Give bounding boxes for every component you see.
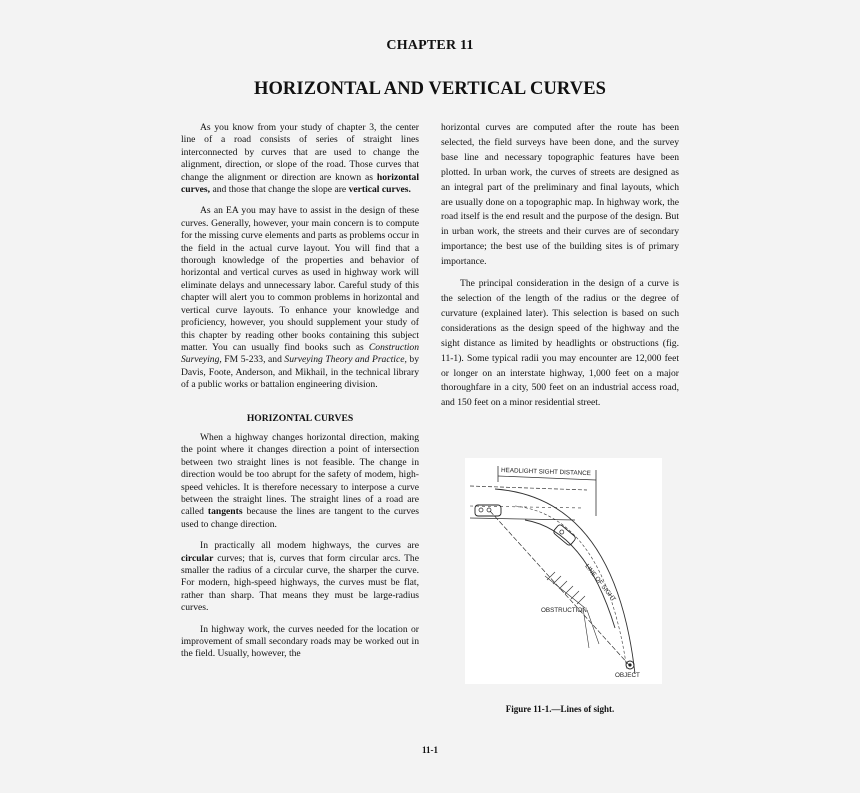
obstruction-hatching xyxy=(545,572,585,608)
text-run: As you know from your study of chapter 3, the center line of a road consists of series of straight lines interconnected by curves that are used to change the alignment, direction, or slope of the road. Those curves that change the alignment or direction are known as xyxy=(181,122,419,183)
text-run: and those that change the slope are xyxy=(210,184,349,196)
page-title: HORIZONTAL AND VERTICAL CURVES xyxy=(253,79,607,99)
paragraph: In highway work, the curves needed for the location or improvement of small secondary roads may be worked out in the field. Usually, however, the xyxy=(181,623,419,660)
left-column xyxy=(181,122,419,670)
text-run: by Davis, Foote, Anderson, and Mikhail, in the technical library of a public works or battalion engineering division. xyxy=(181,354,419,391)
paragraph xyxy=(181,540,419,614)
paragraph xyxy=(181,432,419,531)
line-of-sight-label: LINE OF SIGHT xyxy=(583,562,617,604)
paragraph: horizontal curves are computed after the route has been selected, the field surveys have been done, and the survey base line and necessary topographic features have been plotted. In urban work, the curves of streets are designed as an integral part of the preliminary and final layouts, which are usually done on a topographic map. In highway work, the road itself is the end result and the purpose of the design. But in urban work, the streets and their curves are of secondary importance; the best use of the building sites is of primary importance. xyxy=(441,122,679,268)
chapter-heading: CHAPTER 11 xyxy=(386,38,474,53)
object-label: OBJECT xyxy=(615,672,640,679)
right-column xyxy=(441,121,679,418)
text-run: When a highway changes horizontal direction, making the point where it changes direction a point of intersection between two straight lines is not feasible. The change in direction would be too abrupt for the safety of modem, high-speed vehicles. It is therefore necessary to interpose a curve between the straight lines. The straight lines of a road are called xyxy=(181,431,419,518)
section-heading: HORIZONTAL CURVES xyxy=(246,412,354,424)
book-title: Surveying Theory and Practice, xyxy=(284,354,407,366)
car-on-curve-icon xyxy=(553,524,577,547)
text-run: because the lines are tangent to the curves used to change direction. xyxy=(181,506,419,530)
page-number: 11-1 xyxy=(421,745,438,755)
bold-term: tangents xyxy=(207,506,243,518)
figure-caption: Figure 11-1.—Lines of sight. xyxy=(505,704,615,714)
text-run: FM 5-233, and xyxy=(221,354,285,366)
text-run: curves; that is, curves that form circular arcs. The smaller the radius of a circular curve, the sharper the curve. For modern, high-speed highways, the curves must be flat, rather than sharp. That means they must be large-radius curves. xyxy=(181,552,419,614)
figure-drawing xyxy=(465,458,662,684)
obstruction-label: OBSTRUCTION xyxy=(541,607,587,614)
text-run: In practically all modem highways, the curves are xyxy=(200,540,419,552)
figure-lines-of-sight xyxy=(465,458,662,684)
paragraph xyxy=(181,205,419,391)
paragraph: The principal consideration in the design of a curve is the selection of the length of the radius or the degree of curvature (explained later). This selection is based on such considerations as the design speed of the highway and the sight distance as limited by headlights or obstructions (fig. 11-1). Some typical radii you may encounter are 12,000 feet or longer on an interstate highway, 1,000 feet on a major thoroughfare in a city, 500 feet on an industrial access road, and 150 feet on a minor residential street. xyxy=(441,278,679,409)
bold-term: vertical curves. xyxy=(348,184,411,196)
bold-term: horizontal curves, xyxy=(181,171,419,196)
paragraph xyxy=(181,122,419,196)
headlight-sight-distance-label: HEADLIGHT SIGHT DISTANCE xyxy=(500,467,592,478)
book-title: Construction Surveying, xyxy=(181,341,419,366)
bold-term: circular xyxy=(181,552,214,564)
text-run: As an EA you may have to assist in the design of these curves. Generally, however, your main concern is to compute for the missing curve elements and parts as problems occur in the field in the actual curve layout. You will find that a thorough knowledge of the properties and behavior of horizontal and vertical curves as used in highway work will eliminate delays and unnecessary labor. Careful study of this chapter will alert you to common problems in horizontal and vertical curve layouts. To enhance your knowledge and proficiency, however, you should supplement your study of this chapter by reading other books containing this subject matter. You can usually find books such as xyxy=(181,205,419,353)
